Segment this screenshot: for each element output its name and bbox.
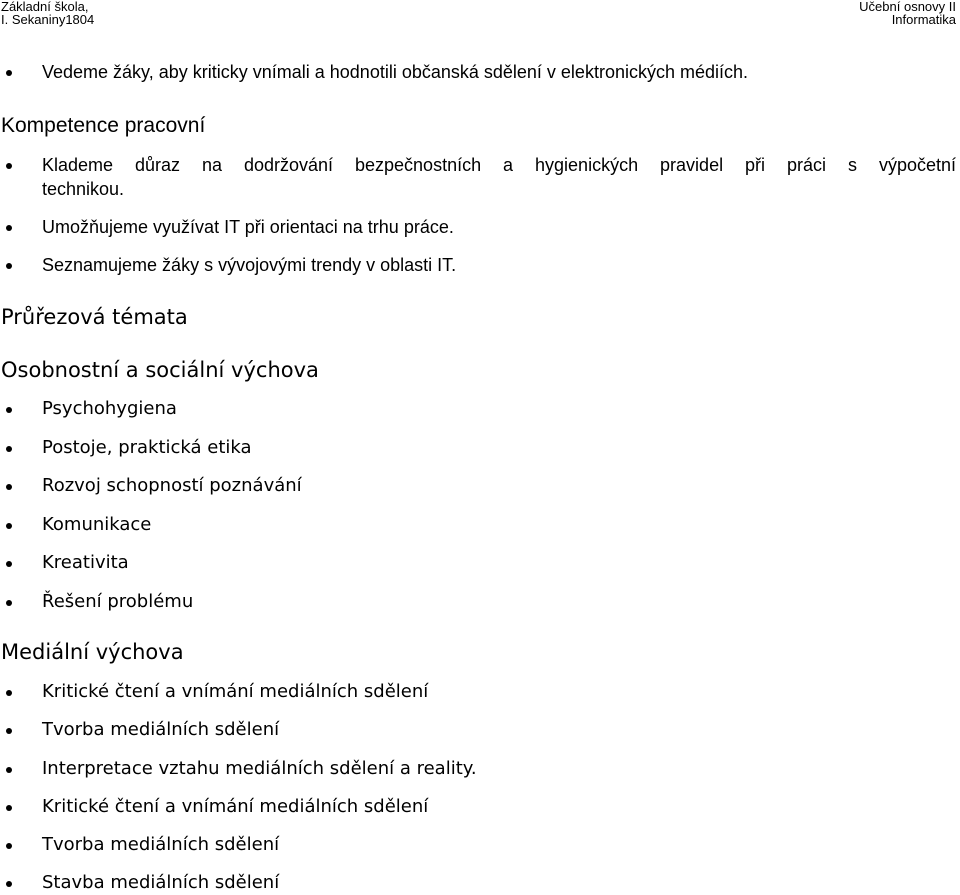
header-school <box>1 0 94 26</box>
bullet-icon <box>6 843 12 849</box>
bullet-icon <box>6 767 12 773</box>
list-item-text: Kreativita <box>42 552 129 573</box>
list-item-text: Postoje, praktická etika <box>42 437 252 458</box>
bullet-icon <box>6 805 12 811</box>
bullet-icon <box>6 523 12 529</box>
list-item-text: Seznamujeme žáky s vývojovými trendy v oblasti IT. <box>42 255 457 275</box>
header-school-address: I. Sekaniny1804 <box>1 12 95 27</box>
bullet-icon <box>6 600 12 606</box>
bullet-icon <box>6 881 12 887</box>
subsection-heading-medialni: Mediální výchova <box>1 640 184 664</box>
list-item-text: Psychohygiena <box>42 398 177 419</box>
header-document-title: Učební osnovy II <box>859 0 956 14</box>
bullet-icon <box>6 561 12 567</box>
list-item-text: Interpretace vztahu mediálních sdělení a reality. <box>42 758 477 779</box>
list-item-text: Stavba mediálních sdělení <box>42 872 280 893</box>
page-header <box>0 0 960 30</box>
list-item-text: Tvorba mediálních sdělení <box>42 834 280 855</box>
list-item-text: Kritické čtení a vnímání mediálních sdělení <box>42 796 429 817</box>
list-item-text: Umožňujeme využívat IT při orientaci na trhu práce. <box>42 217 454 237</box>
bullet-icon <box>6 225 12 231</box>
list-item-text-line2: technikou. <box>42 179 125 199</box>
header-school-name: Základní škola, <box>1 0 89 14</box>
list-item-text: Rozvoj schopností poznávání <box>42 475 302 496</box>
section-heading-prurezova: Průřezová témata <box>1 305 188 329</box>
bullet-icon <box>6 263 12 269</box>
list-item-text: Tvorba mediálních sdělení <box>42 719 280 740</box>
list-item-text: Komunikace <box>42 514 152 535</box>
header-document <box>859 0 956 26</box>
subsection-heading-osobnostni: Osobnostní a sociální výchova <box>1 358 319 382</box>
list-item-text: Vedeme žáky, aby kriticky vnímali a hodnotili občanská sdělení v elektronických médiích. <box>42 62 748 82</box>
bullet-icon <box>6 70 12 76</box>
list-item-text: Řešení problému <box>42 591 194 612</box>
bullet-icon <box>6 446 12 452</box>
bullet-icon <box>6 484 12 490</box>
bullet-icon <box>6 728 12 734</box>
header-subject: Informatika <box>891 12 956 27</box>
bullet-icon <box>6 407 12 413</box>
list-item-text: Kritické čtení a vnímání mediálních sdělení <box>42 681 429 702</box>
bullet-icon <box>6 163 12 169</box>
bullet-icon <box>6 690 12 696</box>
list-item-text-line1: Klademe důraz na dodržování bezpečnostních a hygienických pravidel při práci s výpočetní <box>42 155 956 175</box>
section-heading-kompetence: Kompetence pracovní <box>1 114 206 137</box>
